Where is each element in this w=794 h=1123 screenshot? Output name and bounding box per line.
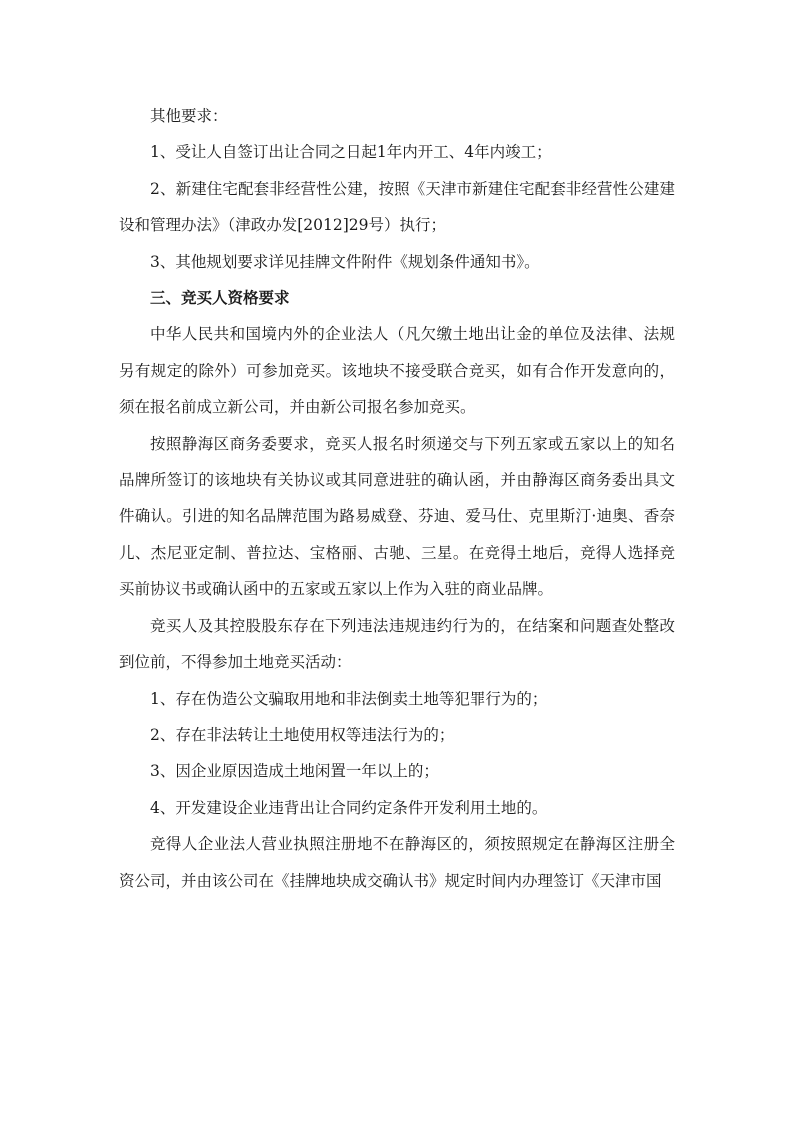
violation-item-2: 2、存在非法转让土地使用权等违法行为的； xyxy=(150,725,455,744)
section-heading-bidder-qualification: 三、竞买人资格要求 xyxy=(150,288,290,308)
paragraph-registration: 竞得人企业法人营业执照注册地不在静海区的，须按照规定在静海区注册全资公司，并由该公司在《挂牌地块成交确认书》规定时间内办理签订《天津市国 xyxy=(119,835,675,890)
document-body xyxy=(119,98,675,899)
other-requirements-heading: 其他要求： xyxy=(150,107,228,125)
violation-item-4: 4、开发建设企业违背出让合同约定条件开发利用土地的。 xyxy=(150,798,548,817)
paragraph-eligibility: 中华人民共和国境内外的企业法人（凡欠缴土地出让金的单位及法律、法规另有规定的除外）可参加竞买。该地块不接受联合竞买，如有合作开发意向的，须在报名前成立新公司，并由新公司报名参加竞买。 xyxy=(119,325,675,417)
paragraph-violations-intro: 竞买人及其控股股东存在下列违法违规违约行为的，在结案和问题查处整改到位前，不得参加土地竞买活动： xyxy=(119,616,675,672)
requirement-item-3: 3、其他规划要求详见挂牌文件附件《规划条件通知书》。 xyxy=(150,252,540,271)
paragraph-brand-requirement: 按照静海区商务委要求，竞买人报名时须递交与下列五家或五家以上的知名品牌所签订的该地块有关协议或其同意进驻的确认函，并由静海区商务委出具文件确认。引进的知名品牌范围为路易威登、芬迪、爱马仕、克里斯汀·迪奥、香奈儿、杰尼亚定制、普拉达、宝格丽、古驰、三星。在竞得土地后，竞得人选择竞买前协议书或确认函中的五家或五家以上作为入驻的商业品牌。 xyxy=(119,434,675,599)
requirement-item-2: 2、新建住宅配套非经营性公建，按照《天津市新建住宅配套非经营性公建建设和管理办法》（津政办发[2012]29号）执行； xyxy=(119,179,675,235)
requirement-item-1: 1、受让人自签订出让合同之日起1年内开工、4年内竣工； xyxy=(150,143,552,162)
violation-item-1: 1、存在伪造公文骗取用地和非法倒卖土地等犯罪行为的； xyxy=(150,689,548,708)
violation-item-3: 3、因企业原因造成土地闲置一年以上的； xyxy=(150,762,439,781)
